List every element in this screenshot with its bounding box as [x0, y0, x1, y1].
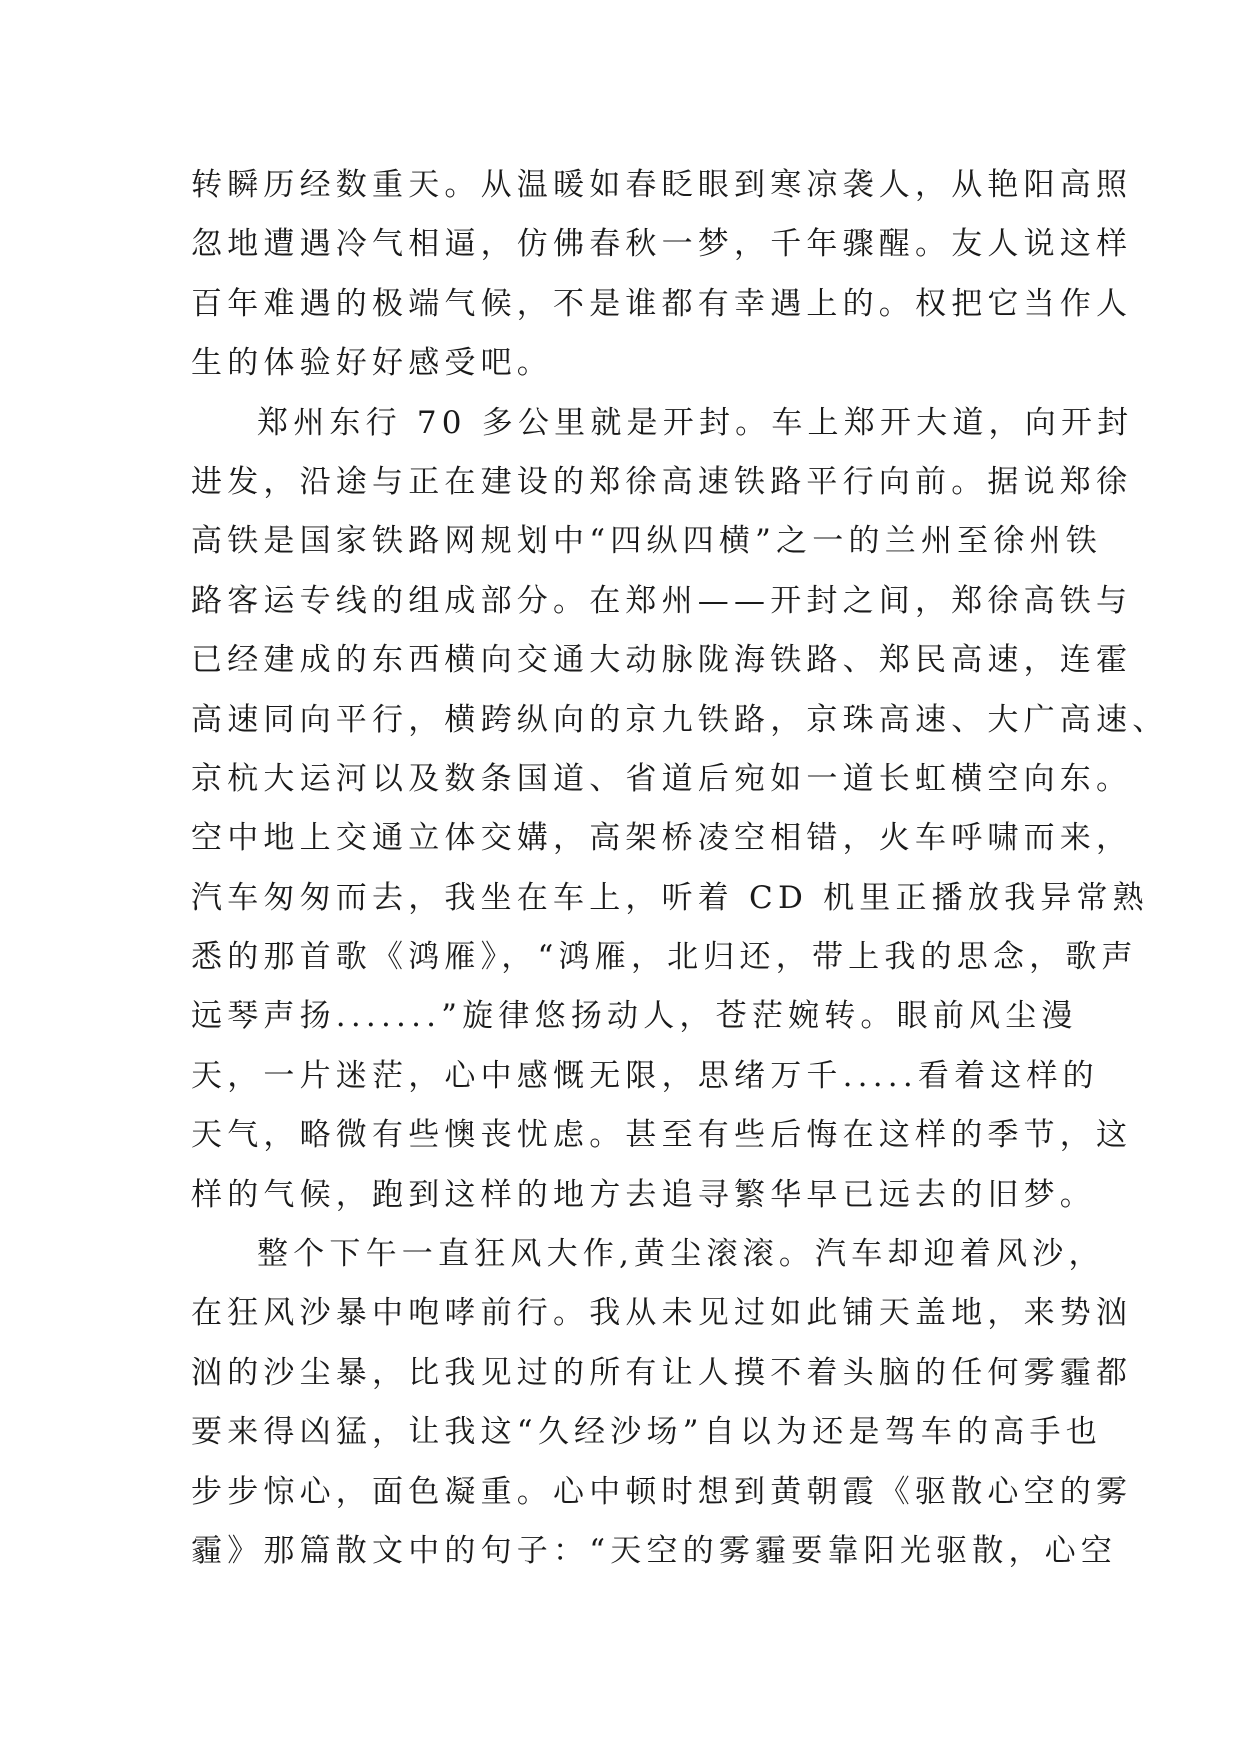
text-line: 生的体验好好感受吧。 — [191, 345, 553, 382]
text-line: 样的气候，跑到这样的地方去追寻繁华早已远去的旧梦。 — [191, 1176, 1096, 1213]
text-line: 霾》那篇散文中的句子：“天空的雾霾要靠阳光驱散，心空 — [191, 1532, 1118, 1569]
text-line: 百年难遇的极端气候，不是谁都有幸遇上的。权把它当作人 — [191, 285, 1133, 322]
text-line: 悉的那首歌《鸿雁》，“鸿雁，北归还，带上我的思念，歌声 — [191, 939, 1138, 976]
text-line: 远琴声扬.......”旋律悠扬动人，苍茫婉转。眼前风尘漫 — [191, 998, 1078, 1035]
paragraph-first-line: 郑州东行 70 多公里就是开封。车上郑开大道，向开封 — [257, 404, 1134, 441]
text-line: 步步惊心，面色凝重。心中顿时想到黄朝霞《驱散心空的雾 — [191, 1473, 1133, 1510]
text-line: 进发，沿途与正在建设的郑徐高速铁路平行向前。据说郑徐 — [191, 463, 1133, 500]
text-line: 路客运专线的组成部分。在郑州——开封之间，郑徐高铁与 — [191, 582, 1133, 619]
text-line: 忽地遭遇冷气相逼，仿佛春秋一梦，千年骤醒。友人说这样 — [191, 226, 1133, 263]
text-line: 转瞬历经数重天。从温暖如春眨眼到寒凉袭人，从艳阳高照 — [191, 167, 1133, 203]
body-text — [191, 156, 1169, 1581]
text-line: 汹的沙尘暴，比我见过的所有让人摸不着头脑的任何雾霾都 — [191, 1354, 1133, 1391]
text-line: 京杭大运河以及数条国道、省道后宛如一道长虹横空向东。 — [191, 760, 1133, 797]
paragraph-first-line: 整个下午一直狂风大作,黄尘滚滚。汽车却迎着风沙， — [257, 1236, 1105, 1273]
text-line: 天，一片迷茫，心中感慨无限，思绪万千.....看着这样的 — [191, 1057, 1099, 1094]
text-line: 在狂风沙暴中咆哮前行。我从未见过如此铺天盖地，来势汹 — [191, 1295, 1133, 1332]
text-line: 高铁是国家铁路网规划中“四纵四横”之一的兰州至徐州铁 — [191, 523, 1102, 560]
text-line: 已经建成的东西横向交通大动脉陇海铁路、郑民高速，连霍 — [191, 642, 1133, 679]
text-line: 天气，略微有些懊丧忧虑。甚至有些后悔在这样的季节，这 — [191, 1117, 1133, 1154]
text-line: 高速同向平行，横跨纵向的京九铁路，京珠高速、大广高速、 — [191, 701, 1169, 738]
text-line: 要来得凶猛，让我这“久经沙场”自以为还是驾车的高手也 — [191, 1414, 1102, 1451]
text-line: 汽车匆匆而去，我坐在车上，听着 CD 机里正播放我异常熟 — [191, 879, 1149, 916]
text-line: 空中地上交通立体交媾，高架桥凌空相错，火车呼啸而来， — [191, 820, 1133, 857]
